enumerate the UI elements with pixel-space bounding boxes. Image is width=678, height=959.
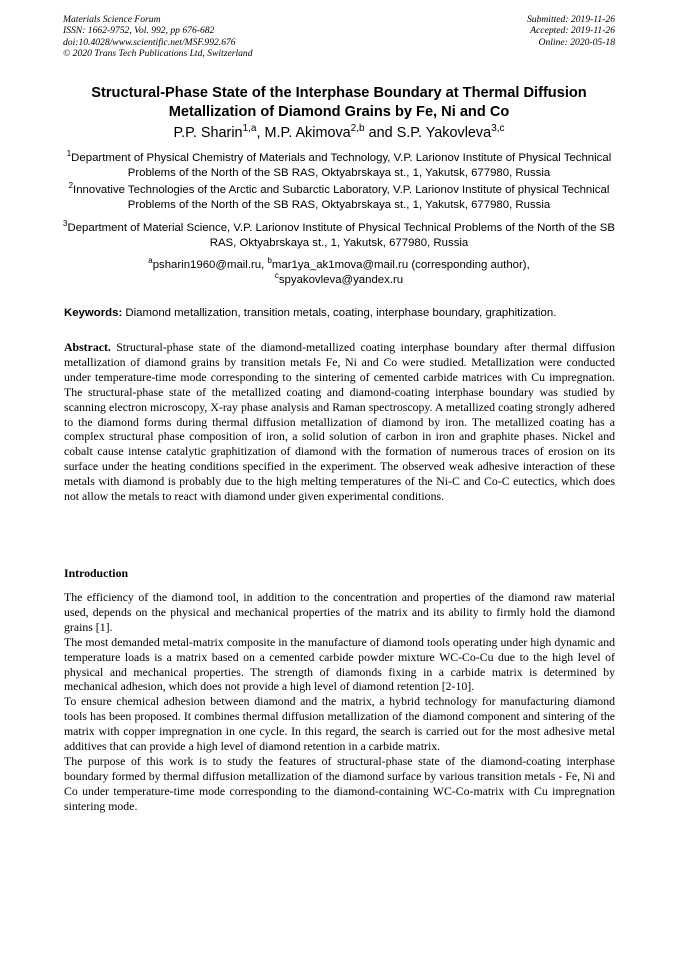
paper-title bbox=[40, 84, 638, 122]
intro-paragraph: To ensure chemical adhesion between diamond and the matrix, a hybrid technology for manufacturing diamond tools has been proposed. It combines thermal diffusion metallization of the diamond component and sintering of the matrix with copper impregnation in one cycle. In this regard, the search is carried out for the most adhesive metal additives that can provide a high level of diamond retention in a carbide matrix. bbox=[64, 694, 615, 754]
keywords-text: Diamond metallization, transition metals, coating, interphase boundary, graphitization. bbox=[125, 307, 557, 319]
affiliation-number: 2 bbox=[68, 181, 74, 191]
intro-paragraph: The purpose of this work is to study the features of structural-phase state of the diamond-coating interphase boundary formed by thermal diffusion metallization of the diamond surface by various transition metals - Fe, Ni and Co under temperature-time mode corresponding to the diamond-containing WC-Co-matrix with Cu impregnation sintering mode. bbox=[64, 753, 615, 813]
keywords bbox=[64, 306, 618, 320]
online-date: Online: 2020-05-18 bbox=[538, 36, 615, 48]
intro-paragraph: The efficiency of the diamond tool, in addition to the concentration and properties of the diamond raw material used, depends on the physical and mechanical properties of the matrix and its ability to firmly hold the diamond grains [1]. bbox=[64, 590, 615, 634]
author-separator: , bbox=[256, 125, 265, 141]
email-a[interactable]: psharin1960@mail.ru, bbox=[152, 259, 268, 271]
abstract-text: Structural-phase state of the diamond-metallized coating interphase boundary after thermal diffusion metallization of diamond grains by transition metals Fe, Ni and Co were studied. Metallization were conducted under temperature-time mode corresponding to the sintering of cemented carbide matrices with Cu impregnation. The structural-phase state of the metallized coating and diamond-coating interphase boundary was studied by scanning electron microscopy, X-ray phase analysis and Raman spectroscopy. A metallized coating strongly adhered to the diamond forms during thermal diffusion metallization of diamond by iron. The metallized coating has a complex structural phase composition of iron, a solid solution of carbon in iron and graphite phases. Nickel and cobalt cause intense catalytic graphitization of diamond with the formation of numerous traces of erosion on its surface under the heating conditions specified in the experiment. The observed weak adhesive interaction of these metals with diamond is probably due to the high melting temperatures of the Ni-C and Co-C eutectics, which does not allow the metals to react with diamond under given experimental conditions. bbox=[64, 340, 615, 504]
email-b[interactable]: mar1ya_ak1mova@mail.ru (corresponding author), bbox=[271, 259, 530, 271]
keywords-label: Keywords: bbox=[64, 307, 123, 319]
abstract bbox=[64, 340, 615, 504]
author-sup: 2,b bbox=[350, 123, 365, 135]
affiliation-text: Department of Material Science, V.P. Larionov Institute of Physical Technical Problems of the North of the SB RAS, Oktyabrskaya st., 1, Yakutsk, 677980, Russia bbox=[67, 222, 615, 249]
title-line-1: Structural-Phase State of the Interphase Boundary at Thermal Diffusion bbox=[91, 85, 587, 101]
submitted-date: Submitted: 2019-11-26 bbox=[526, 14, 615, 25]
author-separator: and bbox=[364, 125, 397, 141]
affiliation-2 bbox=[56, 183, 622, 213]
author-name: P.P. Sharin bbox=[173, 125, 243, 141]
doi: doi:10.4028/www.scientific.net/MSF.992.676 bbox=[63, 36, 236, 48]
abstract-label: Abstract. bbox=[64, 340, 111, 354]
journal-name: Materials Science Forum bbox=[63, 14, 161, 25]
affiliation-1 bbox=[56, 151, 622, 181]
affiliation-number: 1 bbox=[66, 149, 72, 159]
title-line-2: Metallization of Diamond Grains by Fe, Ni and Co bbox=[168, 104, 510, 120]
issn-volume: ISSN: 1662-9752, Vol. 992, pp 676-682 bbox=[63, 25, 215, 37]
author-list bbox=[30, 125, 648, 142]
email-sup: a bbox=[148, 256, 153, 266]
email-c[interactable]: spyakovleva@yandex.ru bbox=[278, 274, 404, 286]
affiliation-text: Innovative Technologies of the Arctic and Subarctic Laboratory, V.P. Larionov Institute of physical Technical Problems of the North of the SB RAS, Oktyabrskaya st., 1, Yakutsk, 677980, Russia bbox=[73, 184, 610, 211]
affiliation-text: Department of Physical Chemistry of Materials and Technology, V.P. Larionov Institute of Physical Technical Problems of the North of the SB RAS, Oktyabrskaya st., 1, Yakutsk, 677980, Russia bbox=[71, 152, 612, 179]
affiliation-3 bbox=[56, 221, 622, 251]
accepted-date: Accepted: 2019-11-26 bbox=[530, 25, 615, 37]
journal-info bbox=[63, 14, 253, 59]
email-line-2 bbox=[40, 273, 638, 288]
intro-paragraph: The most demanded metal-matrix composite in the manufacture of diamond tools operating under high dynamic and temperature loads is a matrix based on a cemented carbide powder mixture WC-Co-Cu due to the high level of physical and mechanical properties. The strength of diamonds fixing in a carbide matrix is determined by mechanical adhesion, which does not provide a high level of diamond retention [2-10]. bbox=[64, 634, 615, 694]
email-sup: b bbox=[267, 256, 272, 266]
introduction-body bbox=[64, 590, 615, 814]
author-name: M.P. Akimova bbox=[264, 125, 351, 141]
email-line-1 bbox=[40, 258, 638, 273]
email-sup: c bbox=[274, 271, 279, 281]
email-list bbox=[40, 258, 638, 288]
copyright: © 2020 Trans Tech Publications Ltd, Switzerland bbox=[63, 47, 253, 59]
dates-info bbox=[527, 14, 615, 48]
affiliation-number: 3 bbox=[63, 219, 68, 229]
author-sup: 1,a bbox=[242, 123, 257, 135]
introduction-heading: Introduction bbox=[64, 566, 129, 580]
author-sup: 3,c bbox=[491, 123, 505, 135]
author-name: S.P. Yakovleva bbox=[396, 125, 492, 141]
